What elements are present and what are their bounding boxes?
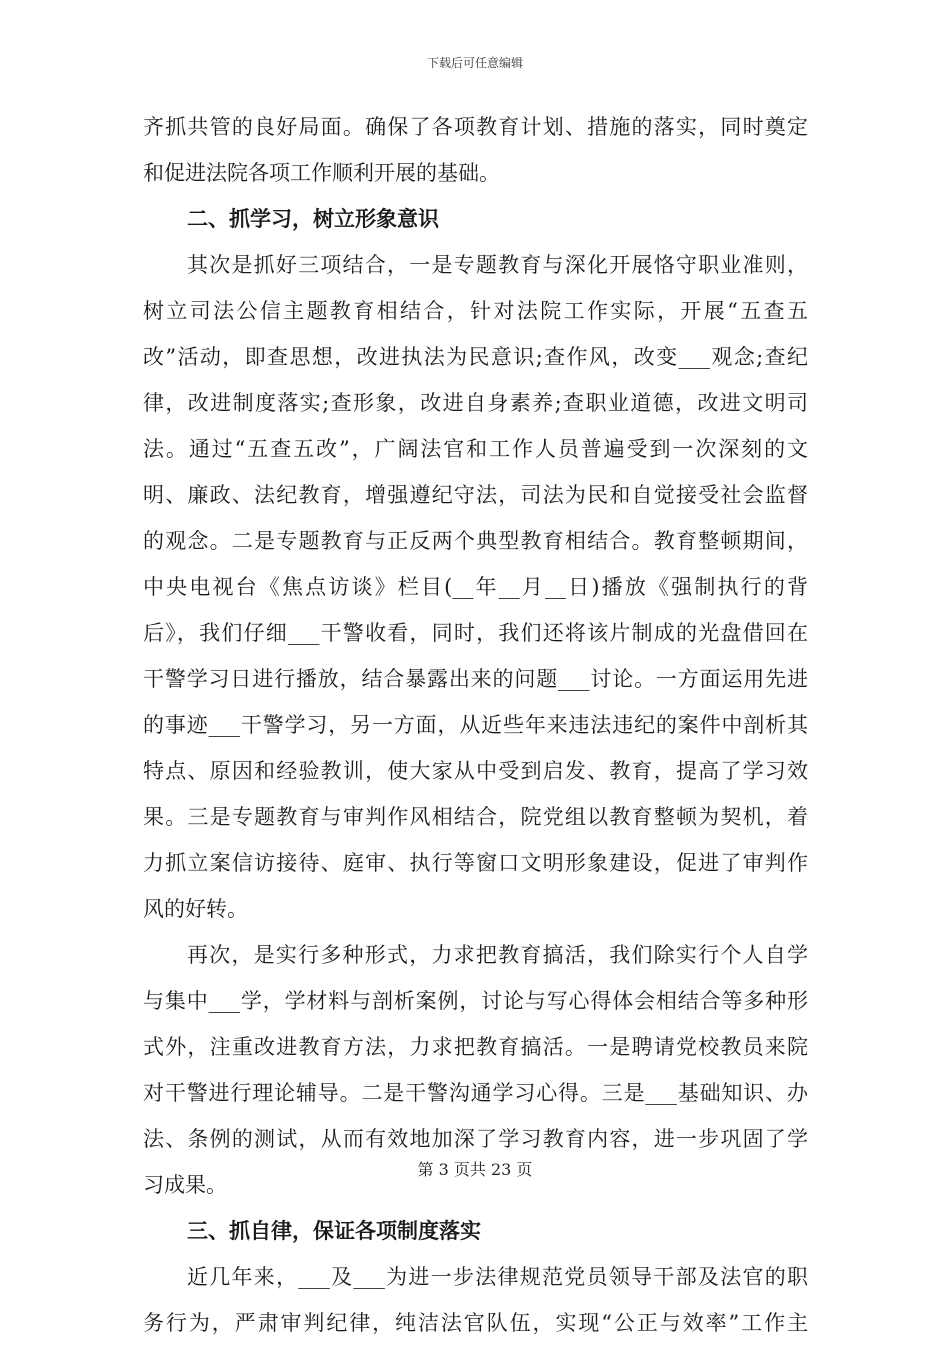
text-line: 风的好转。 [143,897,248,921]
text-line: 特点、原因和经验教训，使大家从中受到启发、教育，提高了学习效 [143,759,808,783]
text-line: 对干警进行理论辅导。二是干警沟通学习心得。三是___基础知识、办 [143,1081,808,1105]
text-line: 改”活动，即查思想，改进执法为民意识;查作风，改变___观念;查纪 [143,345,808,369]
text-line: 力抓立案信访接待、庭审、执行等窗口文明形象建设，促进了审判作 [143,851,808,875]
text-line: 的观念。二是专题教育与正反两个典型教育相结合。教育整顿期间， [143,529,808,553]
text-line: 的事迹___干警学习，另一方面，从近些年来违法违纪的案件中剖析其 [143,713,808,737]
text-line: 其次是抓好三项结合，一是专题教育与深化开展恪守职业准则， [187,253,808,277]
text-line: 明、廉政、法纪教育，增强遵纪守法，司法为民和自觉接受社会监督 [143,483,808,507]
text-line: 齐抓共管的良好局面。确保了各项教育计划、措施的落实，同时奠定 [143,115,808,139]
text-line: 法、条例的测试，从而有效地加深了学习教育内容，进一步巩固了学 [143,1127,808,1151]
text-line: 式外，注重改进教育方法，力求把教育搞活。一是聘请党校教员来院 [143,1035,808,1059]
text-line: 干警学习日进行播放，结合暴露出来的问题___讨论。一方面运用先进 [143,667,808,691]
text-line: 近几年来，___及___为进一步法律规范党员领导干部及法官的职 [187,1265,808,1289]
text-line: 中央电视台《焦点访谈》栏目(__年__月__日)播放《强制执行的背 [143,575,808,599]
text-line: 果。三是专题教育与审判作风相结合，院党组以教育整顿为契机，着 [143,805,808,829]
text-line: 与集中___学，学材料与剖析案例，讨论与写心得体会相结合等多种形 [143,989,808,1013]
text-line: 后》，我们仔细___干警收看，同时，我们还将该片制成的光盘借回在 [143,621,808,645]
section-heading: 三、抓自律，保证各项制度落实 [187,1218,481,1243]
text-line: 法。通过“五查五改”，广阔法官和工作人员普遍受到一次深刻的文 [143,437,808,461]
page-number: 第 3 页共 23 页 [417,1160,533,1179]
text-line: 习成果。 [143,1173,227,1197]
text-line: 务行为，严肃审判纪律，纯洁法官队伍，实现“公正与效率”工作主 [143,1311,808,1335]
text-line: 再次，是实行多种形式，力求把教育搞活，我们除实行个人自学 [187,943,808,967]
page-header: 下载后可任意编辑 [426,56,523,70]
text-line: 和促进法院各项工作顺利开展的基础。 [143,161,500,185]
section-heading: 二、抓学习，树立形象意识 [187,206,439,231]
text-line: 树立司法公信主题教育相结合，针对法院工作实际，开展“五查五 [143,299,808,323]
text-line: 律，改进制度落实;查形象，改进自身素养;查职业道德，改进文明司 [143,391,808,415]
